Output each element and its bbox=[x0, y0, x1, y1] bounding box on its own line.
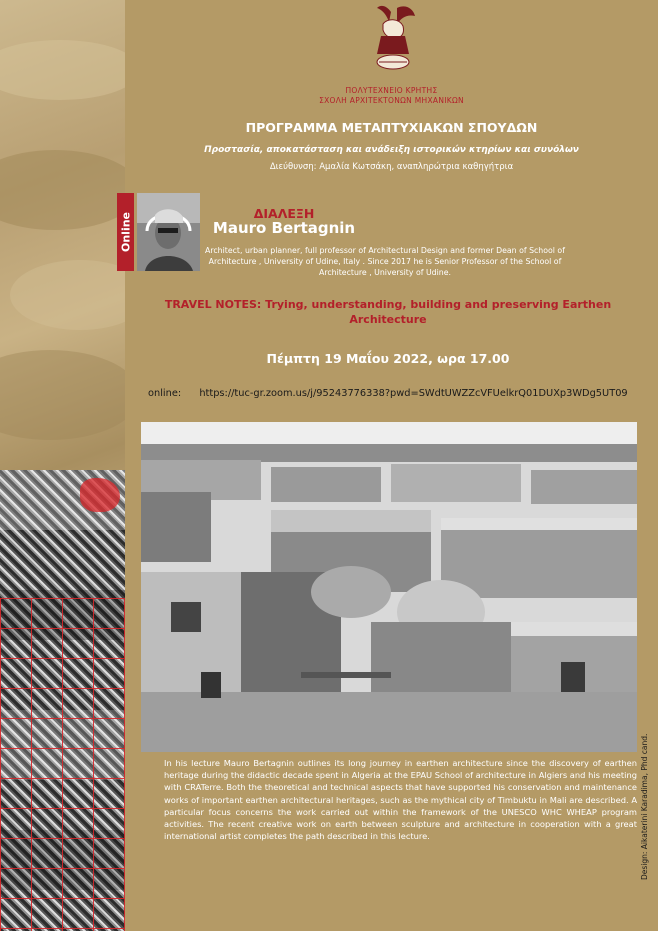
dune-texture bbox=[0, 150, 125, 230]
program-director: Διεύθυνση: Αμαλία Κωτσάκη, αναπληρώτρια καθηγήτρια bbox=[269, 162, 514, 172]
event-date: Πέμπτη 19 Μαΐου 2022, ωρα 17.00 bbox=[266, 351, 510, 366]
program-title: ΠΡΟΓΡΑΜΜΑ ΜΕΤΑΠΤΥΧΙΑΚΩΝ ΣΠΟΥΔΩΝ bbox=[245, 120, 538, 135]
program-subtitle: Προστασία, αποκατάσταση και ανάδειξη ιστορικών κτηρίων και συνόλων bbox=[204, 145, 579, 155]
online-link-row bbox=[148, 388, 648, 399]
map-highlight bbox=[80, 478, 120, 512]
speaker-photo bbox=[137, 193, 200, 271]
lecture-description: In his lecture Mauro Bertagnin outlines its long journey in earthen architecture since the discovery of earthen heritage during the didactic decade spent in Algeria at the EPAU School of architecture in Algiers and his meeting with CRATerre. Both the theoretical and technical aspects that have supported his conservation and maintenance works of important earthen architectural heritages, such as the mythical city of Timbuktu in Mali are described. A particular focus concerns the work carried out within the framework of the UNESCO WHC WHEAP program activities. The recent creative work on earth between sculpture and architecture in cooperation with a great international artist completes the path described in this lecture. bbox=[164, 758, 637, 842]
speaker-bio: Architect, urban planner, full professor of Architectural Design and former Dean of School of Architecture , University of Udine, Italy . Since 2017 he is Senior Professor of the School of Architecture , University of Udine. bbox=[205, 246, 565, 277]
dune-texture bbox=[0, 350, 125, 440]
map-grid-overlay bbox=[0, 598, 125, 931]
university-logo-icon bbox=[361, 4, 423, 76]
online-label: online: bbox=[148, 388, 182, 399]
lecture-title: TRAVEL NOTES: Trying, understanding, building and preserving Earthen Architecture bbox=[164, 298, 612, 326]
event-type: ΔΙΑΛΕΞΗ bbox=[253, 206, 315, 221]
earthen-architecture-photo bbox=[141, 422, 637, 752]
online-badge-label: Online bbox=[119, 211, 132, 253]
dune-texture bbox=[10, 260, 125, 330]
online-badge bbox=[117, 193, 134, 271]
desert-imagery-strip bbox=[0, 0, 125, 931]
dune-texture bbox=[0, 40, 125, 100]
zoom-link[interactable]: https://tuc-gr.zoom.us/j/95243776338?pwd=SWdtUWZZcVFUelkrQ01DUXp3WDg5UT09 bbox=[199, 388, 628, 399]
school-name: ΣΧΟΛΗ ΑΡΧΙΤΕΚΤΟΝΩΝ ΜΗΧΑΝΙΚΩΝ bbox=[319, 96, 464, 105]
speaker-name: Mauro Bertagnin bbox=[212, 219, 356, 237]
university-name: ΠΟΛΥΤΕΧΝΕΙΟ ΚΡΗΤΗΣ bbox=[345, 86, 438, 95]
design-credit: Design: Aikaterini Karadima, Phd cand. bbox=[640, 733, 649, 880]
